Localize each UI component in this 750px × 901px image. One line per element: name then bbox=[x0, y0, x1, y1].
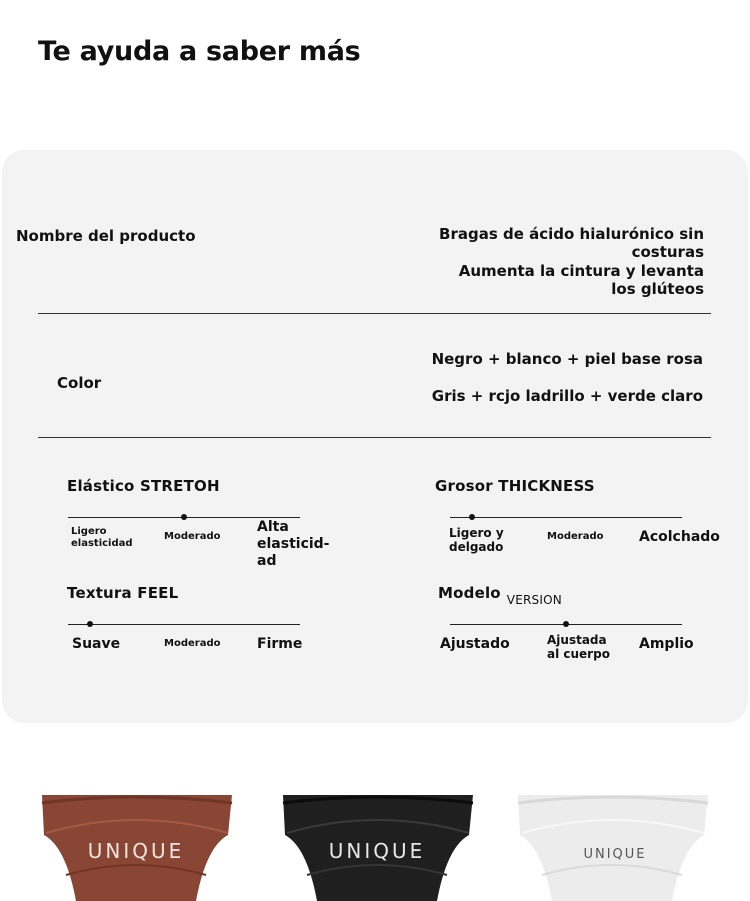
thickness-option-thin-line1: Ligero y bbox=[449, 526, 504, 540]
model-option-tight: Ajustado bbox=[440, 636, 510, 652]
elastic-selected-dot bbox=[181, 514, 187, 520]
model-option-bodyfit-line1: Ajustada bbox=[547, 633, 607, 647]
texture-option-moderate: Moderado bbox=[164, 638, 221, 649]
model-option-bodyfit-line2: al cuerpo bbox=[547, 647, 610, 661]
product-brand-text: UNIQUE bbox=[583, 847, 647, 862]
product-name-label: Nombre del producto bbox=[16, 227, 196, 245]
color-label: Color bbox=[57, 374, 102, 392]
model-option-loose: Amplio bbox=[639, 636, 694, 652]
elastic-title: Elástico STRETOH bbox=[67, 477, 220, 495]
product-name-value-line1: Bragas de ácido hialurónico sin bbox=[439, 225, 704, 243]
model-option-bodyfit bbox=[547, 633, 610, 661]
elastic-option-light-line2: elasticidad bbox=[71, 538, 133, 549]
elastic-option-high bbox=[257, 519, 330, 570]
product-black-shape bbox=[277, 795, 477, 901]
thickness-scale-line bbox=[450, 517, 682, 518]
color-value-1: Negro + blanco + piel base rosa bbox=[431, 350, 703, 368]
elastic-option-moderate: Moderado bbox=[164, 531, 221, 542]
texture-option-firm: Firme bbox=[257, 636, 303, 652]
product-brand-text: UNIQUE bbox=[328, 839, 426, 863]
texture-scale-line bbox=[68, 624, 300, 625]
page-title: Te ayuda a saber más bbox=[38, 36, 361, 67]
texture-option-soft: Suave bbox=[72, 636, 121, 652]
product-image-white bbox=[512, 795, 712, 901]
elastic-option-light-line1: Ligero bbox=[71, 526, 107, 537]
thickness-option-thin-line2: delgado bbox=[449, 540, 504, 554]
product-name-value-line2: costuras bbox=[631, 243, 704, 261]
thickness-selected-dot bbox=[469, 514, 475, 520]
thickness-title: Grosor THICKNESS bbox=[435, 477, 595, 495]
model-title bbox=[438, 584, 562, 607]
thickness-option-moderate: Moderado bbox=[547, 531, 604, 542]
elastic-option-high-line2: elasticid- bbox=[257, 536, 330, 552]
elastic-option-high-line1: Alta bbox=[257, 519, 289, 535]
model-subtitle: VERSION bbox=[506, 593, 562, 607]
model-title-text: Modelo bbox=[438, 584, 501, 602]
thickness-option-padded: Acolchado bbox=[639, 529, 720, 545]
model-selected-dot bbox=[563, 621, 569, 627]
product-brick-red-shape bbox=[36, 795, 236, 901]
product-name-value-line4: los glúteos bbox=[611, 280, 704, 298]
divider bbox=[38, 437, 711, 438]
elastic-option-high-line3: ad bbox=[257, 553, 277, 569]
product-image-black bbox=[277, 795, 477, 901]
product-brand-text: UNIQUE bbox=[87, 839, 185, 863]
divider bbox=[38, 313, 711, 314]
product-image-brick-red bbox=[36, 795, 236, 901]
elastic-option-light bbox=[71, 526, 133, 550]
thickness-option-thin bbox=[449, 526, 504, 554]
texture-title: Textura FEEL bbox=[67, 584, 179, 602]
product-white-shape bbox=[512, 795, 712, 901]
color-value-2: Gris + rcjo ladrillo + verde claro bbox=[431, 387, 703, 405]
product-name-value-line3: Aumenta la cintura y levanta bbox=[458, 262, 704, 280]
texture-selected-dot bbox=[87, 621, 93, 627]
